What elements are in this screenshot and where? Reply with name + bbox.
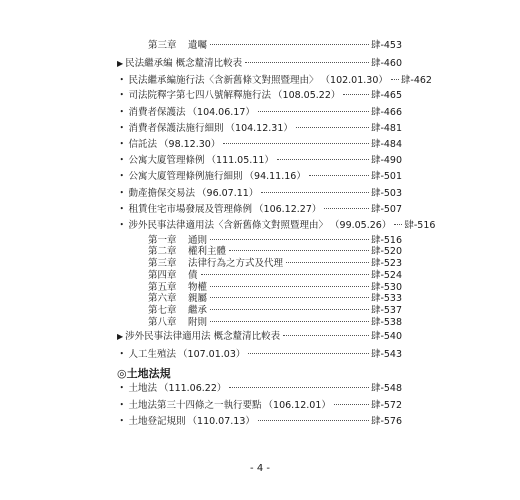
amendment-date: （98.12.30） bbox=[159, 139, 221, 150]
toc-entry-title bbox=[117, 204, 252, 216]
toc-entry-title bbox=[117, 188, 195, 200]
entry-title-text: 涉外民事法律適用法 概念釐清比較表 bbox=[125, 331, 281, 342]
entry-title-text: 消費者保護法施行細則 bbox=[128, 123, 224, 134]
dot-leader bbox=[248, 353, 369, 354]
dot-bullet-icon: ・ bbox=[117, 171, 127, 182]
chapter-number: 第三章 bbox=[148, 258, 177, 269]
amendment-date: （111.05.11） bbox=[206, 155, 274, 166]
dot-leader bbox=[343, 94, 369, 95]
toc-entry-row[interactable] bbox=[117, 123, 402, 135]
dot-leader bbox=[210, 239, 369, 240]
toc-chapter-row[interactable] bbox=[148, 317, 402, 329]
dot-leader bbox=[391, 79, 399, 80]
amendment-date: （111.06.22） bbox=[159, 383, 227, 394]
toc-entry-row[interactable] bbox=[117, 139, 402, 151]
dot-bullet-icon: ・ bbox=[117, 204, 127, 215]
toc-entry-row[interactable] bbox=[117, 188, 402, 200]
dot-leader bbox=[296, 127, 369, 128]
toc-entry-title bbox=[117, 139, 157, 151]
toc-entry-title bbox=[117, 331, 280, 343]
toc-entry-title bbox=[117, 349, 176, 361]
chapter-number: 第三章 bbox=[148, 40, 177, 51]
toc-entry-row[interactable] bbox=[117, 220, 436, 232]
page-reference: 肆-530 bbox=[370, 282, 402, 293]
chapter-number: 第五章 bbox=[148, 282, 177, 293]
entry-title-text: 司法院釋字第七四八號解釋施行法 bbox=[128, 90, 272, 101]
page-reference: 肆-537 bbox=[370, 305, 402, 316]
page-reference: 肆-543 bbox=[370, 349, 402, 360]
dot-leader bbox=[210, 297, 369, 298]
dot-bullet-icon: ・ bbox=[117, 383, 127, 394]
page-reference: 肆-501 bbox=[370, 171, 402, 182]
amendment-date: （106.12.27） bbox=[254, 204, 322, 215]
dot-bullet-icon: ・ bbox=[117, 90, 127, 101]
page-reference: 肆-572 bbox=[370, 400, 402, 411]
toc-chapter-row[interactable] bbox=[148, 270, 402, 282]
toc-entry-title bbox=[117, 400, 262, 412]
page-reference: 肆-465 bbox=[370, 90, 402, 101]
dot-bullet-icon: ・ bbox=[117, 188, 127, 199]
toc-chapter-row[interactable] bbox=[148, 40, 402, 52]
dot-bullet-icon: ・ bbox=[117, 75, 127, 86]
toc-entry-title bbox=[117, 416, 186, 428]
dot-bullet-icon: ・ bbox=[117, 349, 127, 360]
entry-title-text: 信託法 bbox=[128, 139, 158, 150]
amendment-date: （99.05.26） bbox=[330, 220, 392, 231]
page-reference: 肆-520 bbox=[370, 246, 402, 257]
page-reference: 肆-538 bbox=[370, 317, 402, 328]
dot-bullet-icon: ・ bbox=[117, 123, 127, 134]
dot-bullet-icon: ・ bbox=[117, 400, 127, 411]
section-heading: ◎土地法規 bbox=[117, 367, 171, 380]
entry-title-text: 公寓大廈管理條例 bbox=[128, 155, 205, 166]
entry-title-text: 動產擔保交易法 bbox=[128, 188, 196, 199]
dot-leader bbox=[309, 175, 369, 176]
toc-entry-title bbox=[117, 155, 205, 167]
toc-entry-row[interactable] bbox=[117, 204, 402, 216]
entry-title-text: 人工生殖法 bbox=[128, 349, 177, 360]
chapter-number: 第一章 bbox=[148, 235, 177, 246]
page-reference: 肆-548 bbox=[370, 383, 402, 394]
toc-entry-row[interactable] bbox=[117, 75, 432, 87]
toc-entry-title bbox=[117, 383, 157, 395]
dot-leader bbox=[394, 224, 402, 225]
dot-leader bbox=[223, 143, 369, 144]
page-number: - 4 - bbox=[250, 463, 270, 474]
entry-title-text: 租賃住宅市場發展及管理條例 bbox=[128, 204, 253, 215]
triangle-bullet-icon: ▶ bbox=[117, 59, 124, 68]
entry-title-text: 附則 bbox=[188, 317, 208, 328]
page-reference: 肆-503 bbox=[370, 188, 402, 199]
amendment-date: （106.12.01） bbox=[263, 400, 331, 411]
entry-title-text: 債 bbox=[188, 270, 198, 281]
dot-bullet-icon: ・ bbox=[117, 220, 127, 231]
amendment-date: （104.06.17） bbox=[187, 107, 255, 118]
amendment-date: （94.11.16） bbox=[244, 171, 306, 182]
toc-entry-row[interactable] bbox=[117, 349, 402, 361]
entry-title-text: 遺囑 bbox=[188, 40, 208, 51]
dot-leader bbox=[277, 159, 369, 160]
toc-entry-title bbox=[117, 220, 328, 232]
dot-leader bbox=[210, 321, 369, 322]
page-reference: 肆-516 bbox=[404, 220, 436, 231]
entry-title-text: 民法繼承編 概念釐清比較表 bbox=[125, 58, 243, 69]
toc-chapter-row[interactable] bbox=[148, 293, 402, 305]
chapter-number: 第八章 bbox=[148, 317, 177, 328]
dot-leader bbox=[261, 192, 369, 193]
toc-entry-title bbox=[117, 90, 271, 102]
dot-leader bbox=[210, 44, 369, 45]
toc-entry-title bbox=[148, 270, 198, 282]
page-reference: 肆-523 bbox=[370, 258, 402, 269]
page-reference: 肆-453 bbox=[370, 40, 402, 51]
toc-entry-row[interactable] bbox=[117, 171, 402, 183]
entry-title-text: 涉外民事法律適用法〈含新舊條文對照暨理由〉 bbox=[128, 220, 329, 231]
toc-entry-title bbox=[148, 293, 207, 305]
toc-entry-title bbox=[148, 40, 207, 52]
page-reference: 肆-462 bbox=[400, 75, 432, 86]
toc-entry-title bbox=[148, 258, 283, 270]
entry-title-text: 民法繼承編施行法〈含新舊條文對照暨理由〉 bbox=[128, 75, 319, 86]
toc-entry-row[interactable] bbox=[117, 400, 402, 412]
page-reference: 肆-576 bbox=[370, 416, 402, 427]
amendment-date: （108.05.22） bbox=[273, 90, 341, 101]
entry-title-text: 權利主體 bbox=[188, 246, 227, 257]
toc-entry-title bbox=[148, 305, 207, 317]
toc-chapter-row[interactable] bbox=[148, 305, 402, 317]
entry-title-text: 消費者保護法 bbox=[128, 107, 186, 118]
toc-subentry-row[interactable] bbox=[117, 331, 402, 343]
amendment-date: （96.07.11） bbox=[197, 188, 259, 199]
page-reference: 肆-466 bbox=[370, 107, 402, 118]
entry-title-text: 通則 bbox=[188, 235, 208, 246]
entry-title-text: 公寓大廈管理條例施行細則 bbox=[128, 171, 243, 182]
toc-entry-title bbox=[117, 123, 224, 135]
dot-leader bbox=[258, 111, 369, 112]
toc-entry-title bbox=[117, 171, 243, 183]
entry-title-text: 法律行為之方式及代理 bbox=[188, 258, 284, 269]
dot-leader bbox=[229, 250, 369, 251]
dot-leader bbox=[210, 286, 369, 287]
page-reference: 肆-507 bbox=[370, 204, 402, 215]
dot-leader bbox=[283, 335, 369, 336]
entry-title-text: 土地法第三十四條之一執行要點 bbox=[128, 400, 262, 411]
dot-leader bbox=[229, 387, 369, 388]
triangle-bullet-icon: ▶ bbox=[117, 332, 124, 341]
chapter-number: 第四章 bbox=[148, 270, 177, 281]
page-reference: 肆-490 bbox=[370, 155, 402, 166]
toc-entry-row[interactable] bbox=[117, 107, 402, 119]
entry-title-text: 親屬 bbox=[188, 293, 208, 304]
amendment-date: （107.01.03） bbox=[178, 349, 246, 360]
dot-leader bbox=[210, 309, 369, 310]
toc-entry-row[interactable] bbox=[117, 155, 402, 167]
toc-entry-title bbox=[117, 75, 319, 87]
dot-leader bbox=[258, 420, 369, 421]
amendment-date: （102.01.30） bbox=[320, 75, 388, 86]
page-reference: 肆-484 bbox=[370, 139, 402, 150]
entry-title-text: 土地法 bbox=[128, 383, 158, 394]
page-reference: 肆-516 bbox=[370, 235, 402, 246]
page-reference: 肆-540 bbox=[370, 331, 402, 342]
toc-entry-row[interactable] bbox=[117, 383, 402, 395]
amendment-date: （104.12.31） bbox=[225, 123, 293, 134]
dot-bullet-icon: ・ bbox=[117, 416, 127, 427]
toc-entry-title bbox=[117, 107, 186, 119]
toc-entry-title bbox=[148, 317, 207, 329]
page-reference: 肆-481 bbox=[370, 123, 402, 134]
toc-chapter-row[interactable] bbox=[148, 258, 402, 270]
dot-leader bbox=[334, 404, 369, 405]
entry-title-text: 物權 bbox=[188, 282, 208, 293]
toc-chapter-row[interactable] bbox=[148, 246, 402, 258]
amendment-date: （110.07.13） bbox=[187, 416, 255, 427]
dot-bullet-icon: ・ bbox=[117, 107, 127, 118]
toc-entry-row[interactable] bbox=[117, 90, 402, 102]
toc-entry-title bbox=[117, 58, 242, 70]
page-reference: 肆-460 bbox=[370, 58, 402, 69]
entry-title-text: 繼承 bbox=[188, 305, 208, 316]
dot-leader bbox=[201, 274, 369, 275]
dot-bullet-icon: ・ bbox=[117, 155, 127, 166]
dot-leader bbox=[245, 62, 369, 63]
page-reference: 肆-533 bbox=[370, 293, 402, 304]
page-reference: 肆-524 bbox=[370, 270, 402, 281]
chapter-number: 第二章 bbox=[148, 246, 177, 257]
dot-leader bbox=[324, 208, 369, 209]
toc-entry-title bbox=[148, 246, 226, 258]
dot-leader bbox=[286, 262, 369, 263]
toc-entry-row[interactable] bbox=[117, 416, 402, 428]
toc-subentry-row[interactable] bbox=[117, 58, 402, 70]
dot-bullet-icon: ・ bbox=[117, 139, 127, 150]
chapter-number: 第七章 bbox=[148, 305, 177, 316]
chapter-number: 第六章 bbox=[148, 293, 177, 304]
entry-title-text: 土地登記規則 bbox=[128, 416, 186, 427]
